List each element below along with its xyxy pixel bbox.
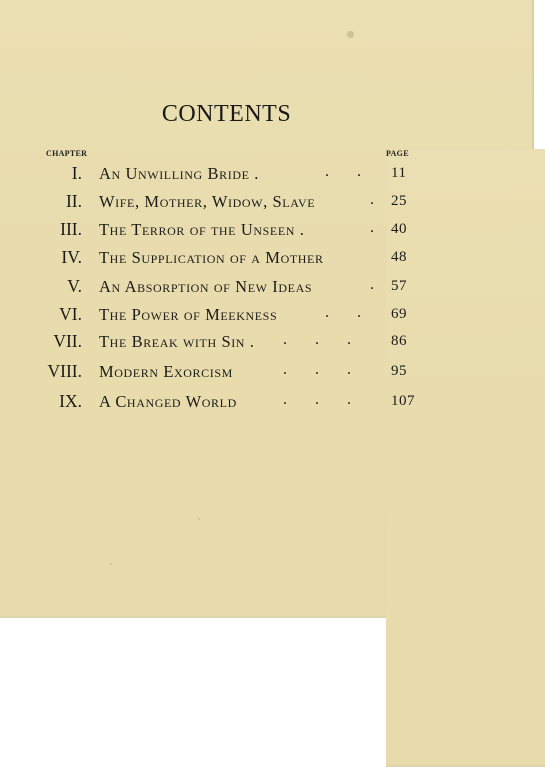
page-number: 57 [391, 278, 407, 294]
chapter-title: The Terror of the Unseen . [99, 220, 305, 239]
page-number: 69 [391, 306, 407, 322]
toc-entry [0, 276, 534, 300]
chapter-number: IV. [61, 247, 82, 267]
chapter-number: II. [65, 191, 82, 211]
page-number: 11 [391, 165, 407, 181]
chapter-title: The Supplication of a Mother [99, 248, 324, 267]
page-number: 107 [391, 393, 415, 409]
page-number: 95 [391, 363, 407, 379]
chapter-number: V. [67, 276, 82, 296]
leader-dots: . [370, 219, 374, 236]
chapter-number: VIII. [47, 361, 82, 381]
chapter-number: IX. [59, 391, 82, 411]
leader-dots: . [370, 191, 374, 208]
chapter-number: VII. [53, 331, 82, 351]
page-number: 86 [391, 333, 407, 349]
toc-entry [0, 391, 534, 415]
chapter-title: Wife, Mother, Widow, Slave [99, 192, 316, 211]
chapter-number: I. [71, 163, 82, 183]
chapter-title: A Changed World [99, 392, 237, 411]
chapter-column-header: CHAPTER [46, 149, 88, 158]
leader-dots: . . [325, 163, 361, 180]
chapter-title: The Power of Meekness [99, 305, 278, 324]
paper-speck [198, 518, 200, 520]
leader-dots: . . . [283, 391, 351, 408]
page-number: 25 [391, 193, 407, 209]
page-number: 48 [391, 249, 407, 265]
page-number: 40 [391, 221, 407, 237]
chapter-number: VI. [59, 304, 82, 324]
chapter-title: The Break with Sin . [99, 332, 255, 351]
toc-entry [0, 191, 534, 215]
chapter-title: Modern Exorcism [99, 362, 233, 381]
toc-entry [0, 304, 534, 328]
leader-dots: . . . [283, 331, 351, 348]
leader-dots: . [370, 276, 374, 293]
page-title: CONTENTS [161, 101, 292, 127]
toc-entry [0, 361, 534, 385]
toc-entry [0, 219, 534, 243]
paper-speck [347, 31, 354, 38]
chapter-number: III. [60, 219, 82, 239]
chapter-title: An Absorption of New Ideas [99, 277, 313, 296]
leader-dots: . . . [283, 361, 351, 378]
page-column-header: PAGE [386, 149, 545, 767]
chapter-title: An Unwilling Bride . [99, 164, 259, 183]
toc-entry [0, 247, 534, 271]
paper-speck [110, 563, 112, 565]
leader-dots: . . [325, 304, 361, 321]
toc-entry [0, 331, 534, 355]
toc-entry [0, 163, 534, 187]
